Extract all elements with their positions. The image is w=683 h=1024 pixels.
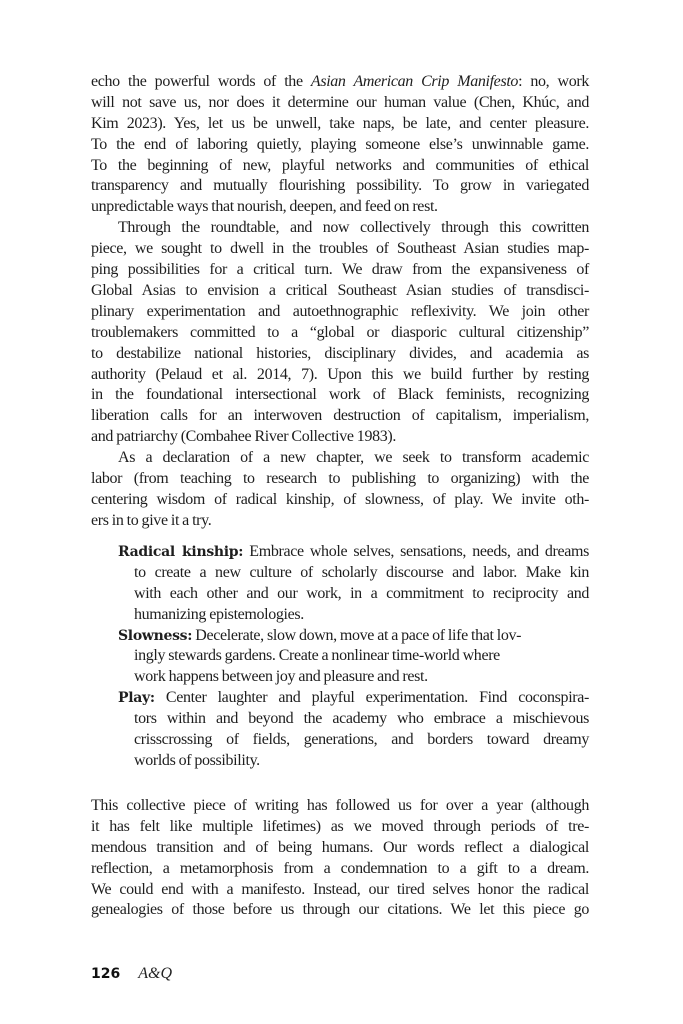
- text-line: will not save us, nor does it determine our human value (Chen, Khúc, and: [91, 93, 589, 111]
- text-line: it has felt like multiple lifetimes) as we moved through periods of tre-: [91, 817, 589, 835]
- text-line: to destabilize national histories, disciplinary divides, and academia as: [91, 344, 589, 362]
- text-line: ingly stewards gardens. Create a nonlinear time-world where: [134, 647, 500, 665]
- text-line: Kim 2023). Yes, let us be unwell, take naps, be late, and center pleasure.: [91, 114, 589, 132]
- text-line: crisscrossing of fields, generations, and borders toward dreamy: [134, 731, 589, 749]
- text-line: We could end with a manifesto. Instead, our tired selves honor the radical: [91, 880, 589, 898]
- text-line: unpredictable ways that nourish, deepen, and feed on rest.: [91, 198, 438, 216]
- text-line: troublemakers committed to a “global or diasporic cultural citizenship”: [91, 323, 589, 341]
- text-line: Through the roundtable, and now collectively through this cowritten: [118, 219, 589, 237]
- text-line: Global Asias to envision a critical Southeast Asian studies of transdisci-: [91, 281, 589, 299]
- page-number: 126: [91, 966, 121, 982]
- text-line: Slowness: Decelerate, slow down, move at a pace of life that lov-: [118, 626, 522, 644]
- manifesto-item-radical-kinship: [91, 542, 589, 626]
- paragraph-1: [91, 72, 589, 218]
- text-line: To the end of laboring quietly, playing someone else’s unwinnable game.: [91, 135, 589, 153]
- text-line: in the foundational intersectional work of Black feminists, recognizing: [91, 386, 589, 404]
- term-radical-kinship: Radical kinship:: [118, 544, 244, 560]
- text-line: and patriarchy (Combahee River Collective 1983).: [91, 428, 397, 446]
- paragraph-4: [91, 796, 589, 921]
- text-line: tors within and beyond the academy who embrace a mischievous: [134, 710, 589, 728]
- term-slowness: Slowness:: [118, 627, 193, 644]
- text-line: labor (from teaching to research to publishing to organizing) with the: [91, 470, 589, 488]
- text-line: echo the powerful words of the Asian American Crip Manifesto: no, work: [91, 73, 589, 90]
- manifesto-title: Asian American Crip Manifesto: [310, 73, 519, 90]
- manifesto-item-play: [91, 688, 589, 772]
- manifesto-item-slowness: [91, 626, 589, 689]
- text-line: As a declaration of a new chapter, we seek to transform academic: [118, 449, 589, 467]
- text-line: to create a new culture of scholarly discourse and labor. Make kin: [134, 563, 589, 581]
- text-line: authority (Pelaud et al. 2014, 7). Upon this we build further by resting: [91, 365, 589, 383]
- text-line: mendous transition and of being humans. Our words reflect a dialogical: [91, 838, 589, 856]
- text-line: This collective piece of writing has followed us for over a year (although: [91, 797, 589, 814]
- text-line: with each other and our work, in a commitment to reciprocity and: [134, 584, 589, 602]
- paragraph-3: [91, 448, 589, 532]
- page-footer: [91, 962, 172, 984]
- text-line: Radical kinship: Embrace whole selves, sensations, needs, and dreams: [118, 543, 589, 560]
- manifesto-list: [91, 542, 589, 772]
- text-line: reflection, a metamorphosis from a condemnation to a gift to a dream.: [91, 859, 589, 877]
- text-line: liberation calls for an interwoven destruction of capitalism, imperialism,: [91, 407, 589, 425]
- text-line: transparency and mutually flourishing possibility. To grow in variegated: [91, 177, 589, 195]
- text-line: ping possibilities for a critical turn. We draw from the expansiveness of: [91, 261, 589, 279]
- text-line: plinary experimentation and autoethnographic reflexivity. We join other: [91, 302, 589, 320]
- text-line: ers in to give it a try.: [91, 511, 212, 529]
- term-play: Play:: [118, 690, 155, 707]
- text-line: genealogies of those before us through our citations. We let this piece go: [91, 901, 589, 919]
- text-line: piece, we sought to dwell in the troubles of Southeast Asian studies map-: [91, 240, 589, 258]
- text-line: centering wisdom of radical kinship, of slowness, of play. We invite oth-: [91, 490, 589, 508]
- text-line: humanizing epistemologies.: [134, 605, 304, 623]
- paragraph-2: [91, 218, 589, 448]
- text-line: Play: Center laughter and playful experimentation. Find coconspira-: [118, 689, 589, 707]
- text-line: worlds of possibility.: [134, 751, 260, 769]
- text-line: To the beginning of new, playful networks and communities of ethical: [91, 156, 589, 174]
- journal-name: A&Q: [138, 965, 173, 982]
- text-line: work happens between joy and pleasure and rest.: [134, 668, 428, 686]
